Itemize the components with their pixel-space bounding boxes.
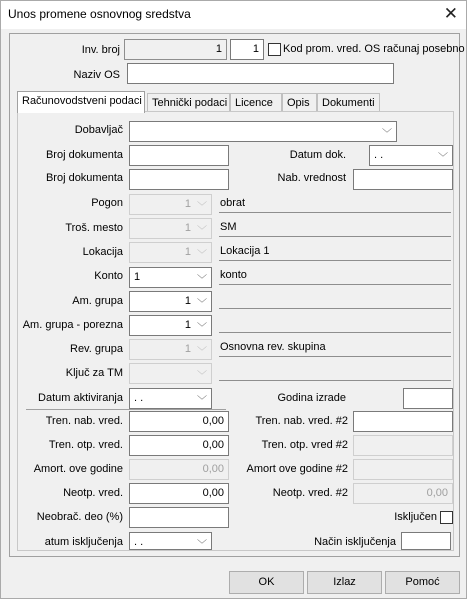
konto-label: Konto bbox=[94, 270, 123, 282]
godina-label: Godina izrade bbox=[277, 392, 346, 404]
am-grupa-label: Am. grupa bbox=[72, 295, 123, 307]
ok-button[interactable]: OK bbox=[229, 571, 304, 594]
datum-dok-select[interactable] bbox=[369, 145, 453, 166]
rev-grupa-name: Osnovna rev. skupina bbox=[219, 339, 451, 357]
rev-grupa-label: Rev. grupa bbox=[70, 343, 123, 355]
chevron-down-icon: ﹀ bbox=[197, 299, 207, 310]
datum-dok-label: Datum dok. bbox=[289, 149, 346, 161]
neobrac-label: Neobrač. deo (%) bbox=[36, 511, 123, 523]
tren-nab-label: Tren. nab. vred. bbox=[45, 415, 123, 427]
kod-prom-checkbox[interactable] bbox=[268, 43, 281, 56]
tab-tehnicki[interactable]: Tehnički podaci bbox=[147, 93, 230, 112]
godina-field[interactable] bbox=[403, 388, 453, 409]
am-grupa-value: 1 bbox=[184, 295, 191, 307]
broj-dok2-label: Broj dokumenta bbox=[45, 172, 123, 184]
window-title: Unos promene osnovnog sredstva bbox=[8, 7, 191, 21]
tab-racunovodstveni[interactable]: Računovodstveni podaci bbox=[17, 91, 145, 113]
broj-dok1-field[interactable] bbox=[129, 145, 229, 166]
pomoc-button[interactable]: Pomoć bbox=[385, 571, 460, 594]
dobavljac-select[interactable] bbox=[129, 121, 397, 142]
konto-name: konto bbox=[219, 267, 451, 285]
tros-mesto-name: SM bbox=[219, 219, 451, 237]
tab-opis[interactable]: Opis bbox=[282, 93, 317, 112]
inv-broj-field[interactable]: 1 bbox=[124, 39, 227, 60]
kod-prom-label: Kod prom. vred. OS računaj posebno bbox=[283, 43, 465, 55]
am-grupa-name bbox=[219, 291, 451, 309]
naziv-label: Naziv OS bbox=[73, 69, 120, 81]
pogon-select bbox=[129, 194, 212, 215]
tren-otp-field[interactable]: 0,00 bbox=[129, 435, 229, 456]
tren-nab2-field[interactable] bbox=[353, 411, 453, 432]
chevron-down-icon: ﹀ bbox=[197, 202, 207, 213]
tren-otp2-label: Tren. otp. vred #2 bbox=[261, 439, 348, 451]
nacin-iskl-label: Način isključenja bbox=[314, 536, 396, 548]
pogon-value: 1 bbox=[184, 198, 191, 210]
kljuc-select bbox=[129, 363, 212, 384]
neotp2-field: 0,00 bbox=[353, 483, 453, 504]
kljuc-name bbox=[219, 363, 451, 381]
tren-otp2-field bbox=[353, 435, 453, 456]
tren-nab2-label: Tren. nab. vred. #2 bbox=[255, 415, 348, 427]
konto-value: 1 bbox=[134, 271, 141, 283]
inv-broj-label: Inv. broj bbox=[81, 44, 120, 56]
datum-akt-value: . . bbox=[134, 392, 144, 404]
iskljucen-checkbox[interactable] bbox=[440, 511, 453, 524]
title-bar bbox=[1, 1, 466, 29]
izlaz-button[interactable]: Izlaz bbox=[307, 571, 382, 594]
datum-akt-select[interactable] bbox=[129, 388, 212, 409]
tros-mesto-value: 1 bbox=[184, 222, 191, 234]
broj-dok2-field[interactable] bbox=[129, 169, 229, 190]
kljuc-label: Ključ za TM bbox=[65, 367, 123, 379]
nacin-iskl-field[interactable] bbox=[401, 532, 451, 550]
am-porezna-value: 1 bbox=[184, 319, 191, 331]
main-panel bbox=[9, 33, 465, 557]
pogon-name: obrat bbox=[219, 195, 451, 213]
neotp2-label: Neotp. vred. #2 bbox=[272, 487, 348, 499]
datum-akt-label: Datum aktiviranja bbox=[38, 392, 123, 404]
dobavljac-label: Dobavljač bbox=[74, 124, 123, 136]
am-grupa-select[interactable] bbox=[129, 291, 212, 312]
iskljucen-label: Isključen bbox=[394, 511, 437, 523]
naziv-field[interactable] bbox=[127, 63, 394, 84]
chevron-down-icon: ﹀ bbox=[197, 347, 207, 358]
konto-select[interactable] bbox=[129, 267, 212, 288]
pogon-label: Pogon bbox=[91, 197, 123, 209]
am-porezna-label: Am. grupa - porezna bbox=[22, 319, 123, 331]
tros-mesto-label: Troš. mesto bbox=[65, 222, 123, 234]
chevron-down-icon: ﹀ bbox=[197, 371, 207, 382]
rev-grupa-select bbox=[129, 339, 212, 360]
amort2-label: Amort ove godine #2 bbox=[246, 463, 348, 475]
nab-vrednost-field[interactable] bbox=[353, 169, 453, 190]
chevron-down-icon: ﹀ bbox=[197, 323, 207, 334]
chevron-down-icon: ﹀ bbox=[382, 129, 392, 140]
rev-grupa-value: 1 bbox=[184, 343, 191, 355]
lokacija-label: Lokacija bbox=[82, 246, 123, 258]
tab-dokumenti[interactable]: Dokumenti bbox=[317, 93, 380, 112]
amort-label: Amort. ove godine bbox=[33, 463, 123, 475]
chevron-down-icon: ﹀ bbox=[197, 275, 207, 286]
inv-broj-sub-field[interactable]: 1 bbox=[230, 39, 264, 60]
tab-licence[interactable]: Licence bbox=[230, 93, 282, 112]
nab-vrednost-label: Nab. vrednost bbox=[277, 172, 346, 184]
am-porezna-select[interactable] bbox=[129, 315, 212, 336]
datum-iskl-select[interactable] bbox=[129, 532, 212, 550]
tren-otp-label: Tren. otp. vred. bbox=[48, 439, 123, 451]
chevron-down-icon: ﹀ bbox=[197, 540, 207, 550]
amort2-field bbox=[353, 459, 453, 480]
lokacija-select bbox=[129, 242, 212, 263]
neotp-label: Neotp. vred. bbox=[63, 487, 123, 499]
tros-mesto-select bbox=[129, 218, 212, 239]
tren-nab-field[interactable]: 0,00 bbox=[129, 411, 229, 432]
lokacija-value: 1 bbox=[184, 246, 191, 258]
neobrac-field[interactable] bbox=[129, 507, 229, 528]
close-icon[interactable]: ✕ bbox=[443, 4, 458, 23]
datum-iskl-value: . . bbox=[134, 536, 144, 548]
neotp-field[interactable]: 0,00 bbox=[129, 483, 229, 504]
tab-content bbox=[17, 111, 454, 551]
separator bbox=[26, 409, 226, 410]
chevron-down-icon: ﹀ bbox=[197, 250, 207, 261]
broj-dok1-label: Broj dokumenta bbox=[45, 149, 123, 161]
chevron-down-icon: ﹀ bbox=[197, 396, 207, 407]
lokacija-name: Lokacija 1 bbox=[219, 243, 451, 261]
chevron-down-icon: ﹀ bbox=[438, 153, 448, 164]
datum-iskl-label: atum isključenja bbox=[44, 536, 123, 548]
am-porezna-name bbox=[219, 315, 451, 333]
chevron-down-icon: ﹀ bbox=[197, 226, 207, 237]
amort-field: 0,00 bbox=[129, 459, 229, 480]
datum-dok-value: . . bbox=[374, 149, 384, 161]
